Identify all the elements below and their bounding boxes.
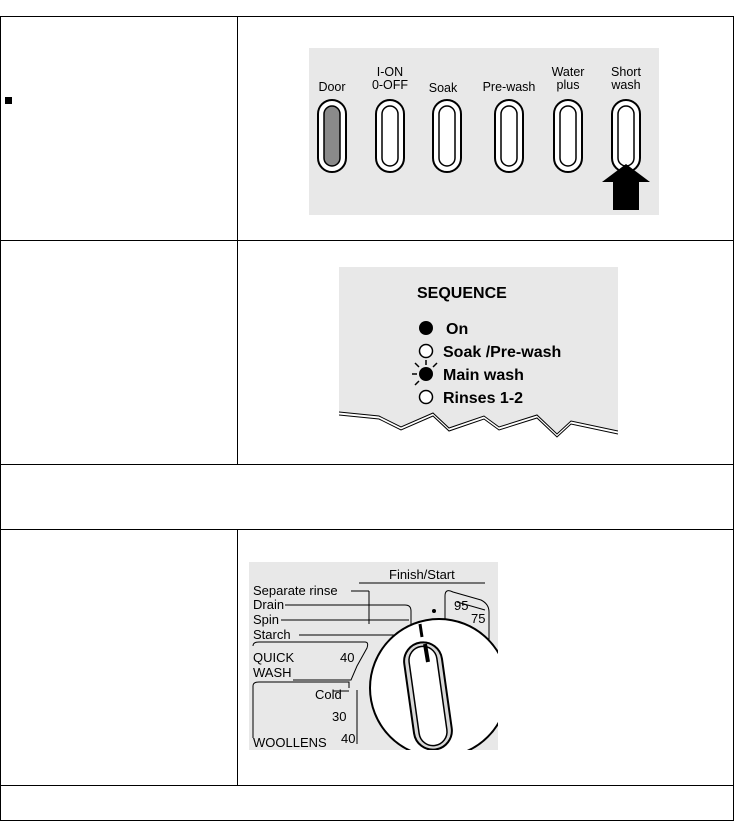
button-label-door-2: Door <box>318 80 346 94</box>
label-finish-start: Finish/Start <box>389 567 455 582</box>
label-starch: Starch <box>253 627 291 642</box>
label-temp-30: 30 <box>332 709 347 724</box>
soak-button[interactable] <box>433 100 461 172</box>
button-label-short-1: Short <box>611 65 641 79</box>
sequence-title: SEQUENCE <box>417 285 507 302</box>
sequence-item-main-wash: Main wash <box>443 367 524 384</box>
label-quick-temp: 40 <box>340 650 355 665</box>
label-quick: QUICK <box>253 650 295 665</box>
short-wash-button[interactable] <box>612 100 640 172</box>
prewash-button[interactable] <box>495 100 523 172</box>
button-label-ion-1: I-ON <box>376 65 404 79</box>
programme-dial-panel <box>249 562 498 750</box>
label-temp-95: 95 <box>454 598 469 613</box>
sequence-item-soak: Soak /Pre-wash <box>443 344 562 361</box>
label-temp-75: 75 <box>471 611 486 626</box>
water-plus-button[interactable] <box>554 100 582 172</box>
button-label-prewash-2: Pre-wash <box>482 80 536 94</box>
indicator-rinses-icon <box>420 391 433 404</box>
sequence-panel <box>339 267 618 444</box>
bullet-square <box>5 97 12 104</box>
button-label-ion-2: 0-OFF <box>371 78 409 92</box>
indicator-on-icon <box>419 321 433 335</box>
label-spin: Spin <box>253 612 280 627</box>
label-woollens-temp: 40 <box>341 731 356 746</box>
label-woollens: WOOLLENS <box>253 735 327 750</box>
label-cold: Cold <box>315 687 342 702</box>
button-label-soak-2: Soak <box>428 81 458 95</box>
label-wash: WASH <box>253 665 292 680</box>
button-label-short-2: wash <box>611 78 641 92</box>
dial-dot <box>432 609 436 613</box>
label-separate-rinse: Separate rinse <box>253 583 338 598</box>
on-off-button[interactable] <box>376 100 404 172</box>
sequence-item-rinses: Rinses 1-2 <box>443 390 524 407</box>
button-label-water-1: Water <box>551 65 585 79</box>
indicator-soak-icon <box>420 345 433 358</box>
door-button[interactable] <box>318 100 346 172</box>
sequence-item-on: On <box>446 321 469 338</box>
control-buttons-panel <box>309 48 659 215</box>
button-label-water-2: plus <box>556 78 580 92</box>
label-drain: Drain <box>253 597 285 612</box>
